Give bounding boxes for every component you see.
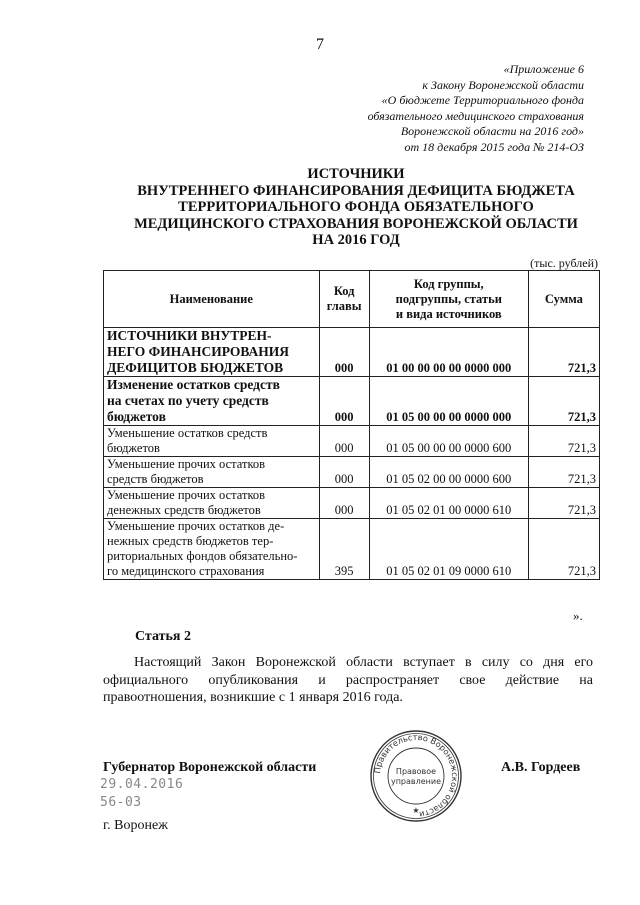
appendix-line: от 18 декабря 2015 года № 214-ОЗ <box>404 139 584 154</box>
row-chapter-code: 000 <box>319 377 369 426</box>
header-sum: Сумма <box>528 271 599 328</box>
article-text: Настоящий Закон Воронежской области вступает в силу со дня его официального опубликования и распространяет свое действие на правоотношения, возникшие с 1 января 2016 года. <box>103 655 593 706</box>
units-label: (тыс. рублей) <box>530 256 598 270</box>
registration-number: 56-03 <box>100 795 142 810</box>
row-name <box>104 328 320 377</box>
row-name-line: бюджетов <box>107 409 166 424</box>
row-name-line: средств бюджетов <box>107 472 204 486</box>
row-name-line: го медицинского страхования <box>107 564 265 578</box>
row-name-line: ДЕФИЦИТОВ БЮДЖЕТОВ <box>107 360 284 375</box>
row-name-line: Уменьшение остатков средств <box>107 426 268 440</box>
row-name-line: ИСТОЧНИКИ ВНУТРЕН- <box>107 328 272 343</box>
row-name-line: риториальных фондов обязательно- <box>107 549 298 563</box>
title-line: НА 2016 ГОД <box>312 232 400 249</box>
row-group-code: 01 05 02 01 00 0000 610 <box>369 488 528 519</box>
stamp-center-line: Правовое <box>395 767 437 776</box>
financing-sources-table <box>103 270 600 580</box>
row-group-code: 01 00 00 00 00 0000 000 <box>369 328 528 377</box>
row-name <box>104 488 320 519</box>
row-name <box>104 457 320 488</box>
row-sum: 721,3 <box>528 426 599 457</box>
document-title <box>96 166 616 249</box>
row-name-line: НЕГО ФИНАНСИРОВАНИЯ <box>107 344 290 359</box>
header-name: Наименование <box>104 271 320 328</box>
governor-title: Губернатор Воронежской области <box>103 760 317 775</box>
header-text: и вида источников <box>395 306 502 321</box>
row-group-code: 01 05 02 01 09 0000 610 <box>369 519 528 580</box>
row-chapter-code: 000 <box>319 488 369 519</box>
header-group-code <box>369 271 528 328</box>
table-row <box>104 328 600 377</box>
row-sum: 721,3 <box>528 519 599 580</box>
stamp-ring-text: Правительство Воронежской области <box>372 731 461 820</box>
row-chapter-code: 000 <box>319 328 369 377</box>
row-name-line: бюджетов <box>107 441 160 455</box>
row-group-code: 01 05 00 00 00 0000 600 <box>369 426 528 457</box>
table-row <box>104 457 600 488</box>
row-name-line: Изменение остатков средств <box>107 377 280 392</box>
article-heading: Статья 2 <box>135 629 191 644</box>
official-stamp-seal <box>368 728 464 824</box>
header-text: Код группы, <box>413 276 484 291</box>
page-number: 7 <box>316 36 324 53</box>
stamp-center-line: управление <box>390 777 442 786</box>
row-name-line: Уменьшение прочих остатков <box>107 457 266 471</box>
header-text: главы <box>326 299 362 313</box>
appendix-line: «О бюджете Территориального фонда <box>381 93 584 108</box>
header-text: подгруппы, статьи <box>395 291 502 306</box>
appendix-reference <box>284 62 584 156</box>
row-group-code: 01 05 02 00 00 0000 600 <box>369 457 528 488</box>
table-row <box>104 519 600 580</box>
title-line: МЕДИЦИНСКОГО СТРАХОВАНИЯ ВОРОНЕЖСКОЙ ОБЛАСТИ <box>134 215 578 232</box>
row-name <box>104 426 320 457</box>
header-text: Код <box>333 284 355 298</box>
closing-quote: ». <box>573 608 583 623</box>
row-name-line: Уменьшение прочих остатков <box>107 488 266 502</box>
row-chapter-code: 000 <box>319 426 369 457</box>
row-group-code: 01 05 00 00 00 0000 000 <box>369 377 528 426</box>
row-sum: 721,3 <box>528 488 599 519</box>
row-name <box>104 519 320 580</box>
row-name-line: нежных средств бюджетов тер- <box>107 534 274 548</box>
appendix-line: «Приложение 6 <box>503 62 584 76</box>
row-name-line: на счетах по учету средств <box>107 393 269 408</box>
table-row <box>104 377 600 426</box>
row-sum: 721,3 <box>528 328 599 377</box>
row-sum: 721,3 <box>528 377 599 426</box>
row-chapter-code: 395 <box>319 519 369 580</box>
table-row <box>104 488 600 519</box>
header-chapter-code <box>319 271 369 328</box>
title-line: ИСТОЧНИКИ <box>307 166 405 182</box>
row-sum: 721,3 <box>528 457 599 488</box>
row-name-line: денежных средств бюджетов <box>107 503 261 517</box>
registration-date: 29.04.2016 <box>100 777 184 792</box>
signatory-name: А.В. Гордеев <box>501 760 581 775</box>
appendix-line: к Закону Воронежской области <box>422 77 584 92</box>
row-name-line: Уменьшение прочих остатков де- <box>107 519 285 533</box>
appendix-line: обязательного медицинского страхования <box>367 108 584 123</box>
title-line: ТЕРРИТОРИАЛЬНОГО ФОНДА ОБЯЗАТЕЛЬНОГО <box>178 199 534 216</box>
table-row <box>104 426 600 457</box>
row-chapter-code: 000 <box>319 457 369 488</box>
appendix-line: Воронежской области на 2016 год» <box>400 124 584 139</box>
stamp-star-icon: ★ <box>412 806 420 815</box>
title-line: ВНУТРЕННЕГО ФИНАНСИРОВАНИЯ ДЕФИЦИТА БЮДЖЕТА <box>137 182 575 199</box>
city: г. Воронеж <box>103 818 168 833</box>
row-name <box>104 377 320 426</box>
table-header-row <box>104 271 600 328</box>
